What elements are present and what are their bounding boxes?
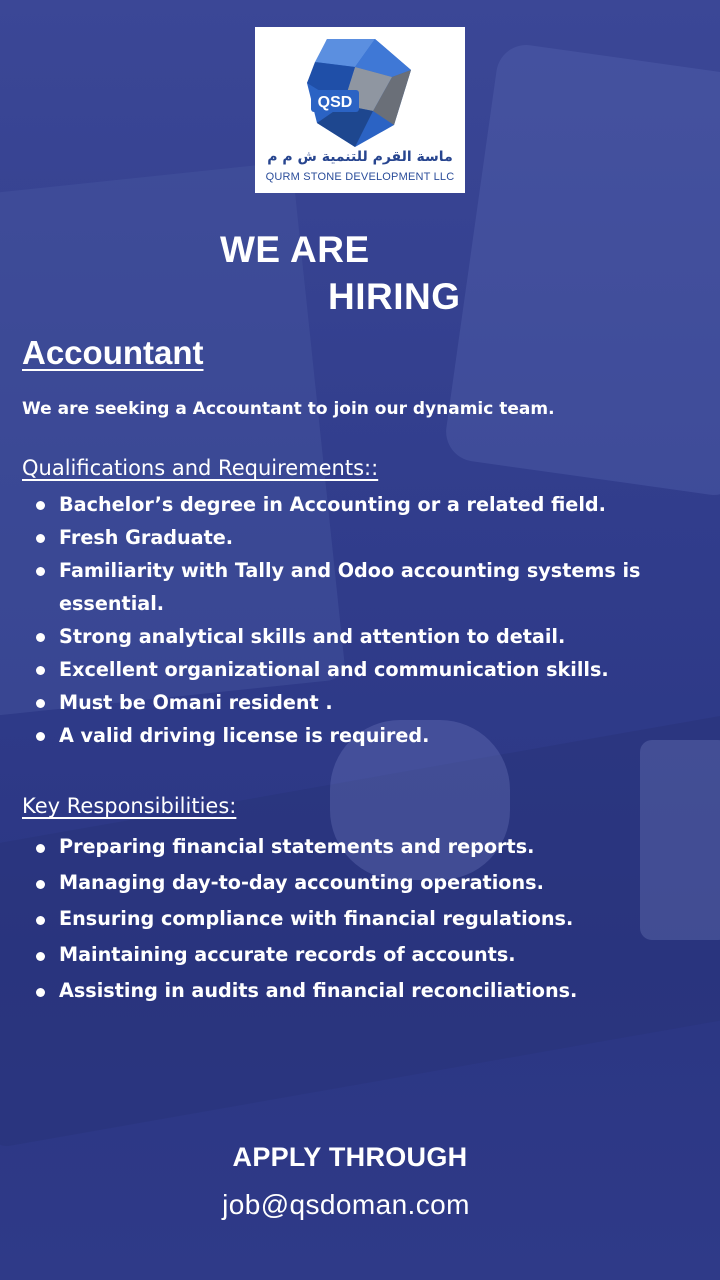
headline-line-2: HIRING bbox=[328, 276, 461, 317]
background-blur-shape bbox=[442, 41, 720, 499]
qualifications-list bbox=[22, 488, 682, 752]
list-item: Strong analytical skills and attention to detail. bbox=[22, 620, 682, 653]
apply-label: APPLY THROUGH bbox=[232, 1142, 468, 1172]
logo-arabic-name: ماسة القرم للتنمية ش م م bbox=[267, 149, 453, 165]
logo-mark-text: QSD bbox=[317, 94, 353, 111]
logo-gem-icon bbox=[255, 27, 465, 152]
list-item: Excellent organizational and communication skills. bbox=[22, 653, 682, 686]
list-item: Managing day-to-day accounting operations. bbox=[22, 865, 682, 901]
job-intro: We are seeking a Accountant to join our dynamic team. bbox=[22, 399, 555, 419]
list-item: Ensuring compliance with financial regulations. bbox=[22, 901, 682, 937]
list-item: Fresh Graduate. bbox=[22, 521, 682, 554]
responsibilities-heading: Key Responsibilities: bbox=[22, 794, 237, 818]
job-title: Accountant bbox=[22, 334, 204, 371]
company-logo bbox=[255, 27, 465, 193]
responsibilities-list bbox=[22, 829, 682, 1009]
list-item: A valid driving license is required. bbox=[22, 719, 682, 752]
list-item: Assisting in audits and financial reconciliations. bbox=[22, 973, 682, 1009]
apply-email: job@qsdoman.com bbox=[222, 1189, 470, 1220]
list-item: Bachelor’s degree in Accounting or a related field. bbox=[22, 488, 682, 521]
list-item: Maintaining accurate records of accounts. bbox=[22, 937, 682, 973]
qualifications-heading: Qualifications and Requirements:: bbox=[22, 456, 379, 480]
list-item: Familiarity with Tally and Odoo accounting systems is essential. bbox=[22, 554, 682, 620]
list-item: Must be Omani resident . bbox=[22, 686, 682, 719]
headline-line-1: WE ARE bbox=[220, 229, 370, 270]
logo-company-name: QURM STONE DEVELOPMENT LLC bbox=[265, 171, 455, 183]
list-item: Preparing financial statements and reports. bbox=[22, 829, 682, 865]
